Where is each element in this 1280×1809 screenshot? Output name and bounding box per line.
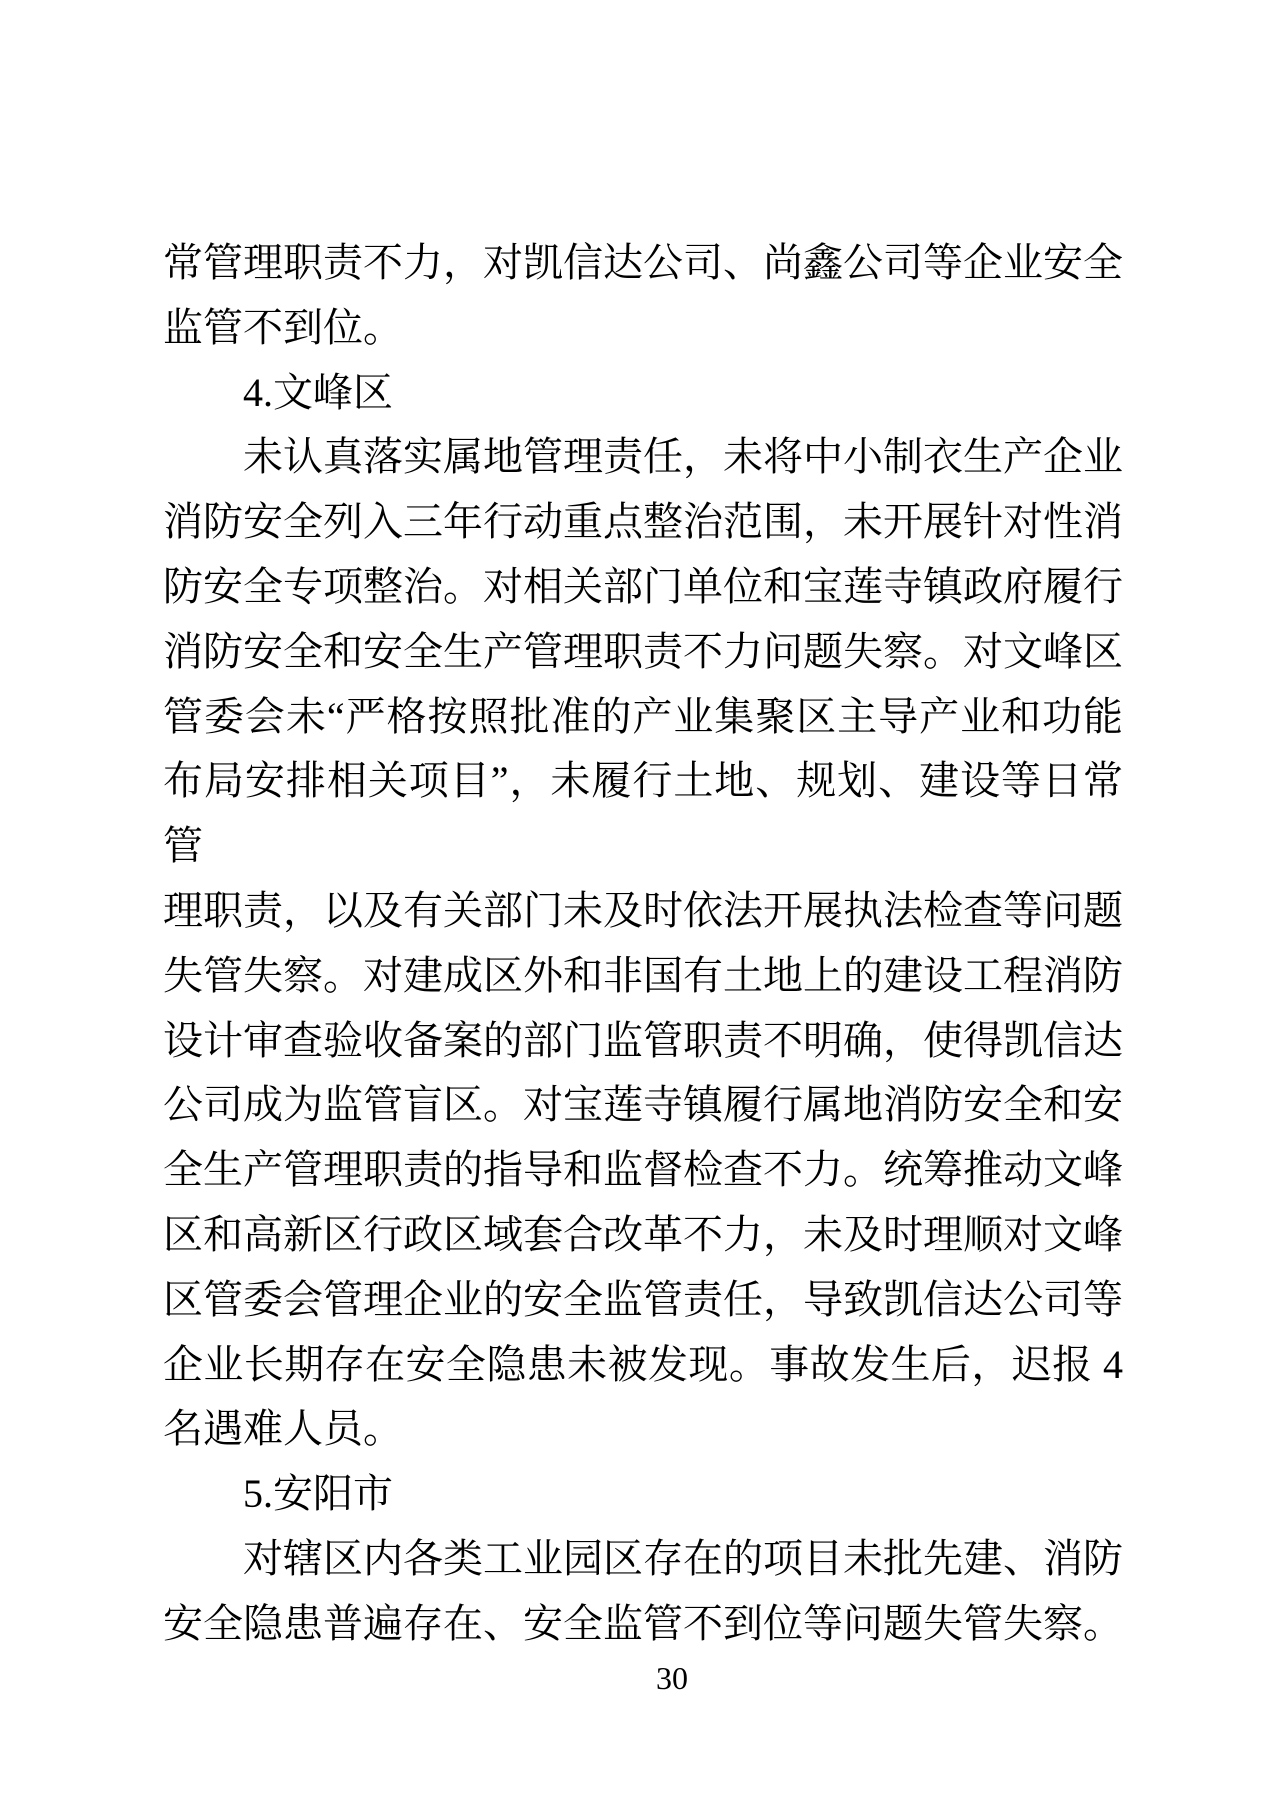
text-line: 公司成为监管盲区。对宝莲寺镇履行属地消防安全和安 — [163, 1082, 1123, 1128]
text-line: 失管失察。对建成区外和非国有土地上的建设工程消防 — [163, 952, 1123, 998]
text-line: 全生产管理职责的指导和监督检查不力。统筹推动文峰 — [163, 1147, 1123, 1193]
text-line: 消防安全和安全生产管理职责不力问题失察。对文峰区 — [163, 628, 1123, 674]
paragraph — [163, 1462, 1123, 1527]
page-number: 30 — [656, 1660, 688, 1696]
paragraph — [163, 231, 1123, 361]
text-line: 理职责，以及有关部门未及时依法开展执法检查等问题 — [163, 887, 1123, 933]
paragraph — [163, 425, 1123, 1462]
text-line: 设计审查验收备案的部门监管职责不明确，使得凯信达 — [163, 1017, 1123, 1063]
text-line: 常管理职责不力，对凯信达公司、尚鑫公司等企业安全 — [163, 240, 1123, 285]
text-line: 监管不到位。 — [163, 304, 403, 350]
text-line: 4.文峰区 — [243, 369, 393, 415]
paragraph — [163, 361, 1123, 426]
text-line: 未认真落实属地管理责任，未将中小制衣生产企业 — [243, 434, 1123, 480]
text-line: 布局安排相关项目”，未履行土地、规划、建设等日常管 — [163, 758, 1123, 869]
text-line: 对辖区内各类工业园区存在的项目未批先建、消防 — [243, 1535, 1123, 1581]
text-line: 区和高新区行政区域套合改革不力，未及时理顺对文峰 — [163, 1211, 1123, 1257]
text-line: 企业长期存在安全隐患未被发现。事故发生后，迟报 4 — [163, 1341, 1123, 1387]
text-line: 名遇难人员。 — [163, 1406, 403, 1452]
text-line: 安全隐患普遍存在、安全监管不到位等问题失管失察。 — [163, 1600, 1123, 1646]
document-body — [163, 231, 1123, 1657]
text-line: 5.安阳市 — [243, 1471, 393, 1517]
paragraph — [163, 1527, 1123, 1657]
text-line: 区管委会管理企业的安全监管责任，导致凯信达公司等 — [163, 1276, 1123, 1322]
text-line: 消防安全列入三年行动重点整治范围，未开展针对性消 — [163, 499, 1123, 545]
text-line: 管委会未“严格按照批准的产业集聚区主导产业和功能 — [163, 693, 1123, 739]
text-line: 防安全专项整治。对相关部门单位和宝莲寺镇政府履行 — [163, 563, 1123, 609]
